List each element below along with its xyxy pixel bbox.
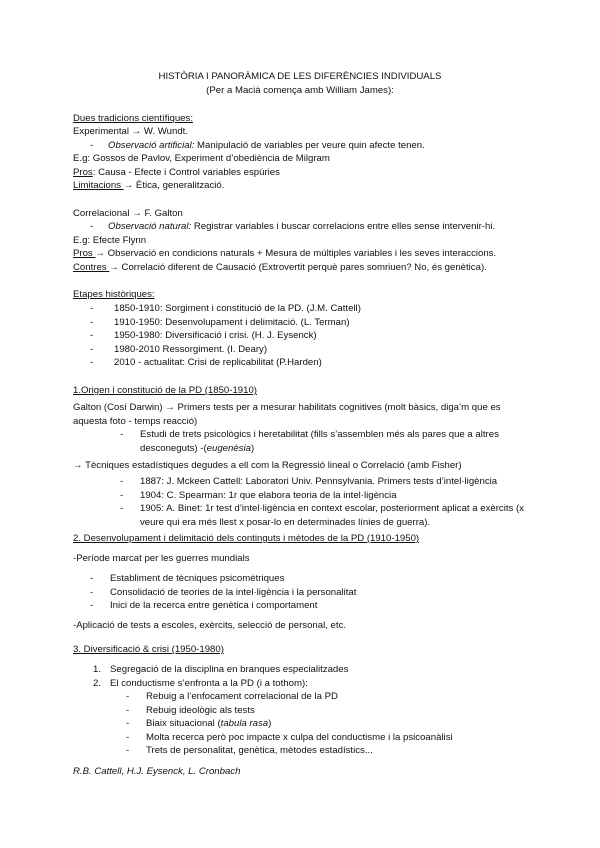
experimental-line: Experimental → W. Wundt. xyxy=(73,126,188,137)
sub-item: Trets de personalitat, genètica, mètodes estadístics... xyxy=(146,745,373,756)
pros-label: Pros xyxy=(73,167,93,178)
development-item: Establiment de tècniques psicomètriques xyxy=(110,573,285,584)
application-line: -Aplicació de tests a escoles, exèrcits, selecció de personal, etc. xyxy=(73,620,347,631)
heritability-line-2 xyxy=(140,442,254,455)
document-subtitle: (Per a Macià comença amb William James): xyxy=(206,85,394,96)
bullet-dash: - xyxy=(90,140,94,151)
period-line: -Període marcat per les guerres mundials xyxy=(73,553,250,564)
pros-text: → Observació en condicions naturals + Mesura de múltiples variables i les seves interaccions. xyxy=(95,248,497,259)
tabula-rasa-term: tabula rasa xyxy=(220,718,269,729)
section-heading-diversification: 3. Diversificació & crisi (1950-1980) xyxy=(73,644,224,655)
observation-label: Observació artificial: xyxy=(108,140,195,151)
contres-text: → Correlació diferent de Causació (Extrovertit perquè pares somriuen? No, és genètica). xyxy=(109,262,487,273)
bullet-dash: - xyxy=(126,745,130,756)
pros-line xyxy=(73,166,280,179)
correlational-example: E.g: Efecte Flynn xyxy=(73,235,147,246)
sub-item: Molta recerca però poc impacte x culpa del conductisme i la psicoanàlisi xyxy=(146,732,453,743)
experimental-observation xyxy=(108,139,425,152)
limitations-line xyxy=(73,179,224,192)
stage-item: 1850-1910: Sorgiment i constitució de la PD. (J.M. Cattell) xyxy=(114,303,361,314)
bullet-dash: - xyxy=(120,490,124,501)
numbered-item-2: El conductisme s’enfronta a la PD (i a tothom): xyxy=(110,678,308,689)
sub-item-text: Biaix situacional ( xyxy=(146,718,221,729)
pros-text: : Causa - Efecte i Control variables espúries xyxy=(92,167,280,178)
observation-label: Observació natural: xyxy=(108,221,192,232)
bullet-dash: - xyxy=(90,573,94,584)
section-heading-development: 2. Desenvolupament i delimitació dels continguts i mètodes de la PD (1910-1950) xyxy=(73,533,420,544)
galton-line-2: aquesta foto - temps reacció) xyxy=(73,416,198,427)
bullet-dash: - xyxy=(90,344,94,355)
document-title: HISTÒRIA I PANORÀMICA DE LES DIFERÈNCIES INDIVIDUALS xyxy=(158,71,442,82)
stage-item: 2010 - actualitat: Crisi de replicabilitat (P.Harden) xyxy=(114,357,322,368)
stage-item: 1980-2010 Ressorgiment. (I. Deary) xyxy=(114,344,268,355)
bullet-dash: - xyxy=(90,317,94,328)
list-number: 2. xyxy=(93,678,102,689)
development-item: Inici de la recerca entre genètica i comportament xyxy=(110,600,318,611)
limitations-text: → Ètica, generalització. xyxy=(123,180,225,191)
section-heading-stages: Etapes històriques: xyxy=(73,289,155,300)
heritability-line-1: Estudi de trets psicològics i heretabilitat (fills s’assemblen més als pares que a altres xyxy=(140,429,499,440)
bullet-dash: - xyxy=(120,503,124,514)
bullet-dash: - xyxy=(90,303,94,314)
pros-label: Pros xyxy=(73,248,96,259)
statistics-line: → Tècniques estadístiques degudes a ell com la Regressió lineal o Correlació (amb Fisher) xyxy=(73,460,462,471)
development-item: Consolidació de teories de la intel·ligència i la personalitat xyxy=(110,587,357,598)
pros-line-2 xyxy=(73,247,496,260)
eugenics-term: eugenèsia xyxy=(206,443,251,454)
section-heading-origin: 1.Origen i constitució de la PD (1850-1910) xyxy=(73,385,257,396)
sub-item: Rebuig a l’enfocament correlacional de la PD xyxy=(146,691,338,702)
correlational-observation xyxy=(108,220,495,233)
bullet-dash: - xyxy=(90,587,94,598)
bullet-dash: - xyxy=(90,357,94,368)
experimental-example: E.g: Gossos de Pavlov, Experiment d’obediència de Milgram xyxy=(73,153,330,164)
observation-text: Registrar variables i buscar correlacions entre elles sense intervenir-hi. xyxy=(191,221,496,232)
bullet-dash: - xyxy=(90,221,94,232)
observation-text: Manipulació de variables per veure quin afecte tenen. xyxy=(194,140,425,151)
bullet-dash: - xyxy=(120,476,124,487)
contres-label: Contres xyxy=(73,262,110,273)
milestone-1887: 1887: J. Mckeen Cattell: Laboratori Univ. Pennsylvania. Primers tests d’intel·ligència xyxy=(140,476,498,487)
bullet-dash: - xyxy=(126,705,130,716)
bullet-dash: - xyxy=(90,600,94,611)
stage-item: 1950-1980: Diversificació i crisi. (H. J. Eysenck) xyxy=(114,330,317,341)
bullet-dash: - xyxy=(126,691,130,702)
section-heading-traditions: Dues tradicions científiques: xyxy=(73,113,193,124)
numbered-item-1: Segregació de la disciplina en branques especialitzades xyxy=(110,664,349,675)
milestone-1905-line-1: 1905: A. Binet: 1r test d’intel·ligència en context escolar, posteriorment aplicat a exèrcits (x xyxy=(140,503,524,514)
closing-paren: ) xyxy=(268,718,272,729)
limitations-label: Limitacions xyxy=(73,180,124,191)
galton-line-1: Galton (Cosí Darwin) → Primers tests per a mesurar habilitats cognitives (molt bàsics, diga’m que es xyxy=(73,402,501,413)
milestone-1904: 1904: C. Spearman: 1r que elabora teoria de la intel·ligència xyxy=(140,490,397,501)
correlational-line: Correlacional → F. Galton xyxy=(73,208,183,219)
closing-paren: ) xyxy=(250,443,255,454)
milestone-1905-line-2: veure qui era més llest x posar-lo en determinades línies de guerra). xyxy=(140,517,431,528)
contres-line xyxy=(73,261,487,274)
bullet-dash: - xyxy=(120,429,124,440)
sub-item xyxy=(146,717,271,730)
bullet-dash: - xyxy=(126,718,130,729)
bullet-dash: - xyxy=(126,732,130,743)
bullet-dash: - xyxy=(90,330,94,341)
stage-item: 1910-1950: Desenvolupament i delimitació. (L. Terman) xyxy=(114,317,350,328)
heritability-text: desconeguts) -( xyxy=(140,443,207,454)
authors-line: R.B. Cattell, H.J. Eysenck, L. Cronbach xyxy=(73,766,241,777)
list-number: 1. xyxy=(93,664,102,675)
sub-item: Rebuig ideològic als tests xyxy=(146,705,255,716)
